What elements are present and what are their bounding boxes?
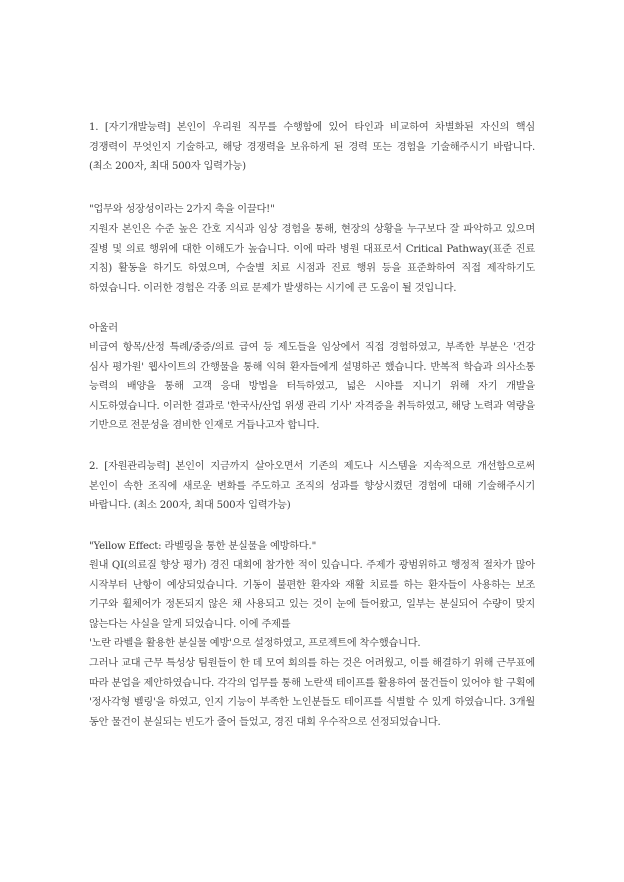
q1-answer-title: "업무와 성장성이라는 2가지 축을 이끌다!" bbox=[89, 204, 275, 215]
q2-answer-paragraph-2: 그러나 교대 근무 특성상 팀원들이 한 데 모여 회의를 하는 것은 어려웠고, 이를 해결하기 위해 근무표에 따라 분업을 제안하였습니다. 각각의 업무를 통해 노란색 테이프를 활용하여 물건들이 있어야 할 구획에 '정사각형 벨링'을 하였고, 인지 기능이 부족한 노인분들도 테이프를 식별할 수 있게 하였습니다. 3개월 동안 물건이 분실되는 빈도가 줄어 들었고, 경진 대회 우수작으로 선정되었습니다. bbox=[89, 658, 535, 728]
q2-question: 2. [자원관리능력] 본인이 지금까지 살아오면서 기존의 제도나 시스템을 지속적으로 개선함으로써 본인이 속한 조직에 새로운 변화를 주도하고 조직의 성과를 향상시켰던 경험에 대해 기술해주시기 바랍니다. (최소 200자, 최대 500자 입력가능) bbox=[89, 461, 535, 512]
q1-answer-paragraph-2: 비급여 항목/산정 특례/중증/의료 급여 등 제도들을 임상에서 직접 경험하였고, 부족한 부분은 '건강 심사 평가원' 웹사이트의 간행물을 통해 익혀 환자들에게 설명하곤 했습니다. 반복적 학습과 의사소통 능력의 배양을 통해 고객 응대 방법을 터득하였고, 넓은 시야를 지니기 위해 자기 개발을 시도하였습니다. 이러한 결과로 '한국사/산업 위생 관리 기사' 자격증을 취득하였고, 해당 노력과 역량을 기반으로 전문성을 겸비한 인재로 거듭나고자 합니다. bbox=[89, 342, 535, 432]
q1-answer-paragraph-2-heading: 아울러 bbox=[89, 323, 118, 334]
q2-answer-paragraph-1: 원내 QI(의료질 향상 평가) 경진 대회에 참가한 적이 있습니다. 주제가 광범위하고 행정적 절차가 많아 시작부터 난항이 예상되었습니다. 기동이 불편한 환자와 재활 치료를 하는 환자들이 사용하는 보조 기구와 휠체어가 정돈되지 않은 채 사용되고 있는 것이 눈에 들어왔고, 일부는 분실되어 수량이 맞지 않는다는 사실을 알게 되었습니다. 이에 주제를 '노란 라벨을 활용한 분실물 예방'으로 설정하였고, 프로젝트에 착수했습니다. bbox=[89, 560, 535, 650]
q2-answer-title: "Yellow Effect: 라벨링을 통한 분실물을 예방하다." bbox=[89, 541, 317, 552]
q1-answer-paragraph-1: 지원자 본인은 수준 높은 간호 지식과 임상 경험을 통해, 현장의 상황을 누구보다 잘 파악하고 있으며 질병 및 의료 행위에 대한 이해도가 높습니다. 이에 따라 병원 대표로서 Critical Pathway(표준 진료 지침) 활동을 하기도 하였으며, 수술별 치료 시점과 진료 행위 등을 표준화하여 직접 제작하기도 하였습니다. 이러한 경험은 각종 의료 문제가 발생하는 시기에 큰 도움이 될 것입니다. bbox=[89, 224, 535, 294]
q1-question: 1. [자기개발능력] 본인이 우리원 직무를 수행함에 있어 타인과 비교하여 차별화된 자신의 핵심 경쟁력이 무엇인지 기술하고, 해당 경쟁력을 보유하게 된 경력 또는 경험을 기술해주시기 바랍니다. (최소 200자, 최대 500자 입력가능) bbox=[89, 122, 535, 173]
